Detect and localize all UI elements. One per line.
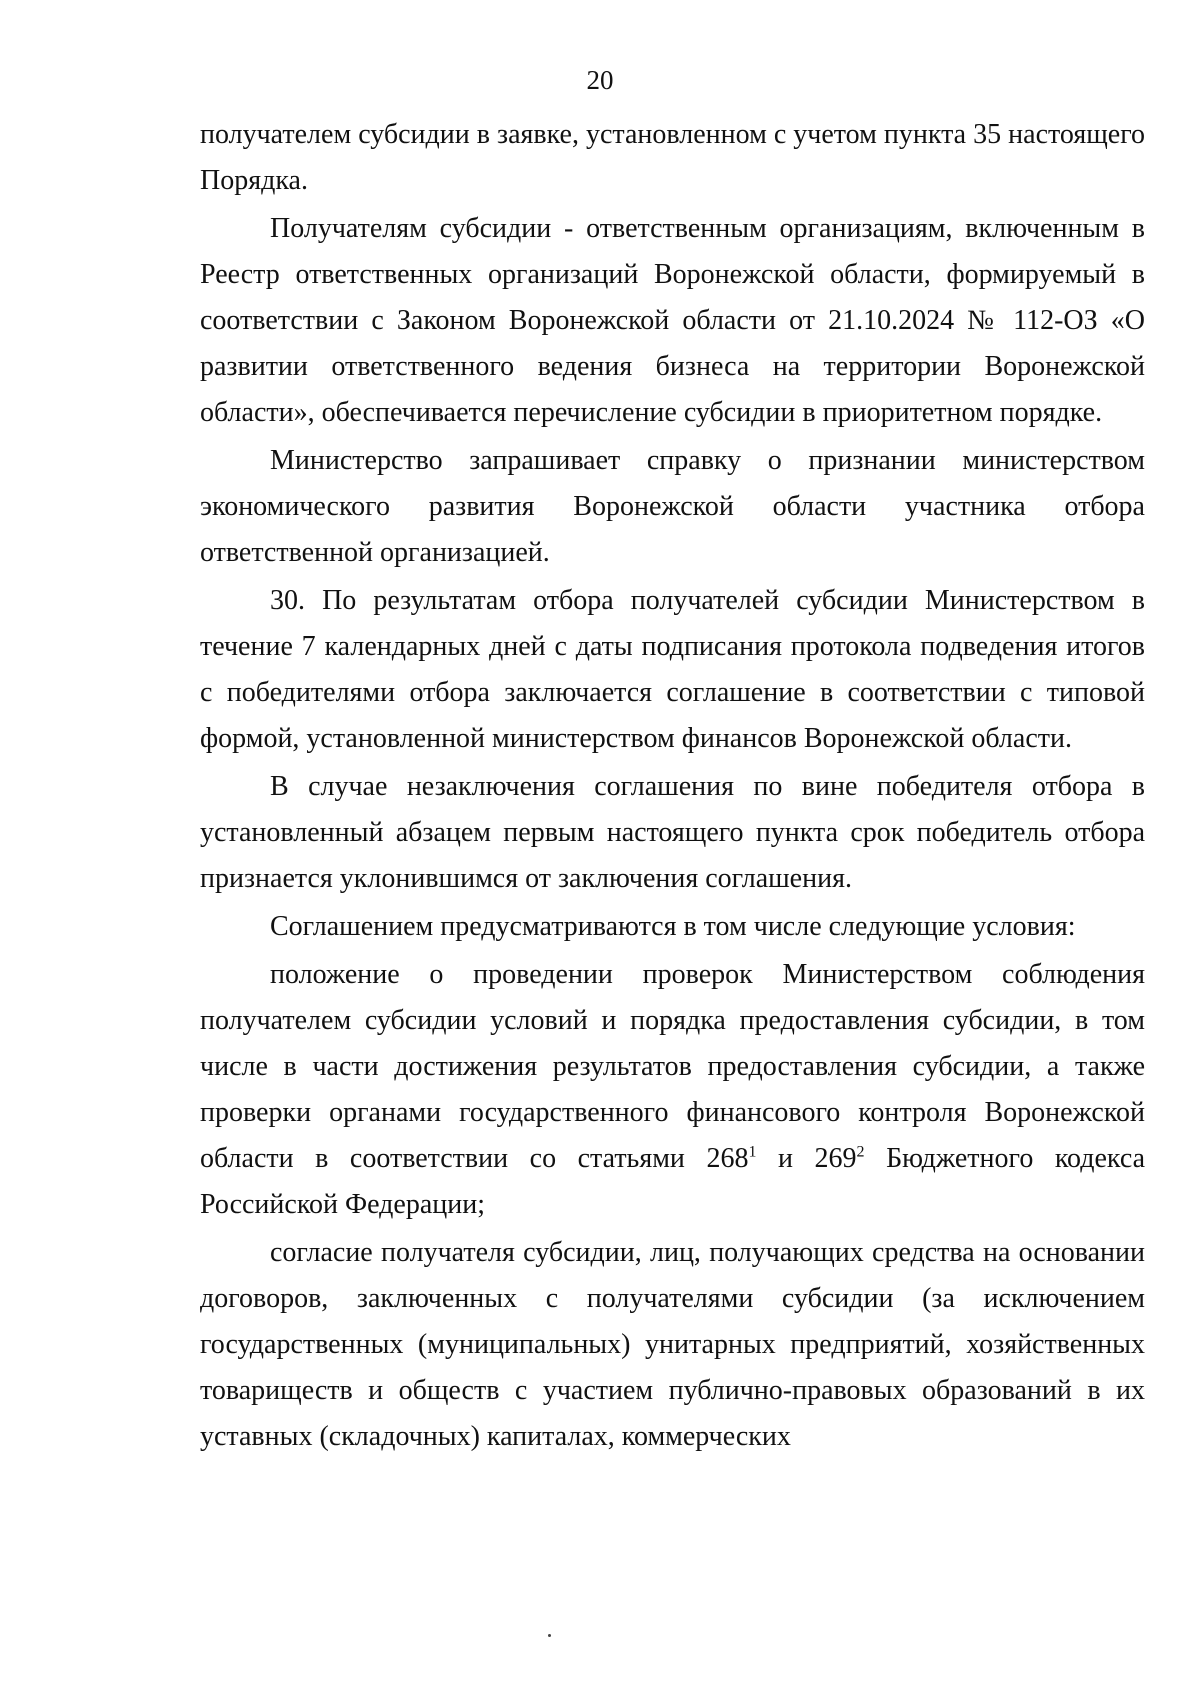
paragraph-consent: согласие получателя субсидии, лиц, получающих средства на основании договоров, заключенных с получателями субсидии (за исключением государственных (муниципальных) унитарных предприятий, хозяйственных товариществ и обществ с участием публично-правовых образований в их уставных (складочных) капиталах, коммерческих [200,1237,1145,1452]
document-body [200,112,1145,1460]
paragraph-inspection-provision [200,952,1145,1228]
paragraph-continuation: получателем субсидии в заявке, установленном с учетом пункта 35 настоящего Порядка. [200,119,1145,196]
paragraph-priority-transfer: Получателям субсидии - ответственным организациям, включенным в Реестр ответственных организаций Воронежской области, формируемый в соответствии с Законом Воронежской области от 21.10.2024 № 112-ОЗ «О развитии ответственного ведения бизнеса на территории Воронежской области», обеспечивается перечисление субсидии в приоритетном порядке. [200,213,1145,428]
inspection-text-after: Бюджетного кодекса Российской Федерации; [200,1143,1146,1220]
paragraph-ministry-request: Министерство запрашивает справку о признании министерством экономического развития Воронежской области участника отбора ответственной организацией. [200,445,1145,568]
paragraph-item-30: 30. По результатам отбора получателей субсидии Министерством в течение 7 календарных дней с даты подписания протокола подведения итогов с победителями отбора заключается соглашение в соответствии с типовой формой, установленной министерством финансов Воронежской области. [200,585,1145,754]
paragraph-non-conclusion: В случае незаключения соглашения по вине победителя отбора в установленный абзацем первым настоящего пункта срок победитель отбора признается уклонившимся от заключения соглашения. [200,771,1145,894]
page-number: 20 [586,65,614,95]
paragraph-agreement-conditions: Соглашением предусматриваются в том числе следующие условия: [270,911,1076,942]
superscript-1: 1 [748,1143,757,1161]
inspection-text-middle: и 269 [756,1143,857,1174]
inspection-text-before: положение о проведении проверок Министерством соблюдения получателем субсидии условий и порядка предоставления субсидии, в том числе в части достижения результатов предоставления субсидии, а также проверки органами государственного финансового контроля Воронежской области в соответствии со статьями 268 [200,959,1145,1174]
scan-speck [548,1634,551,1637]
superscript-2: 2 [856,1143,865,1161]
